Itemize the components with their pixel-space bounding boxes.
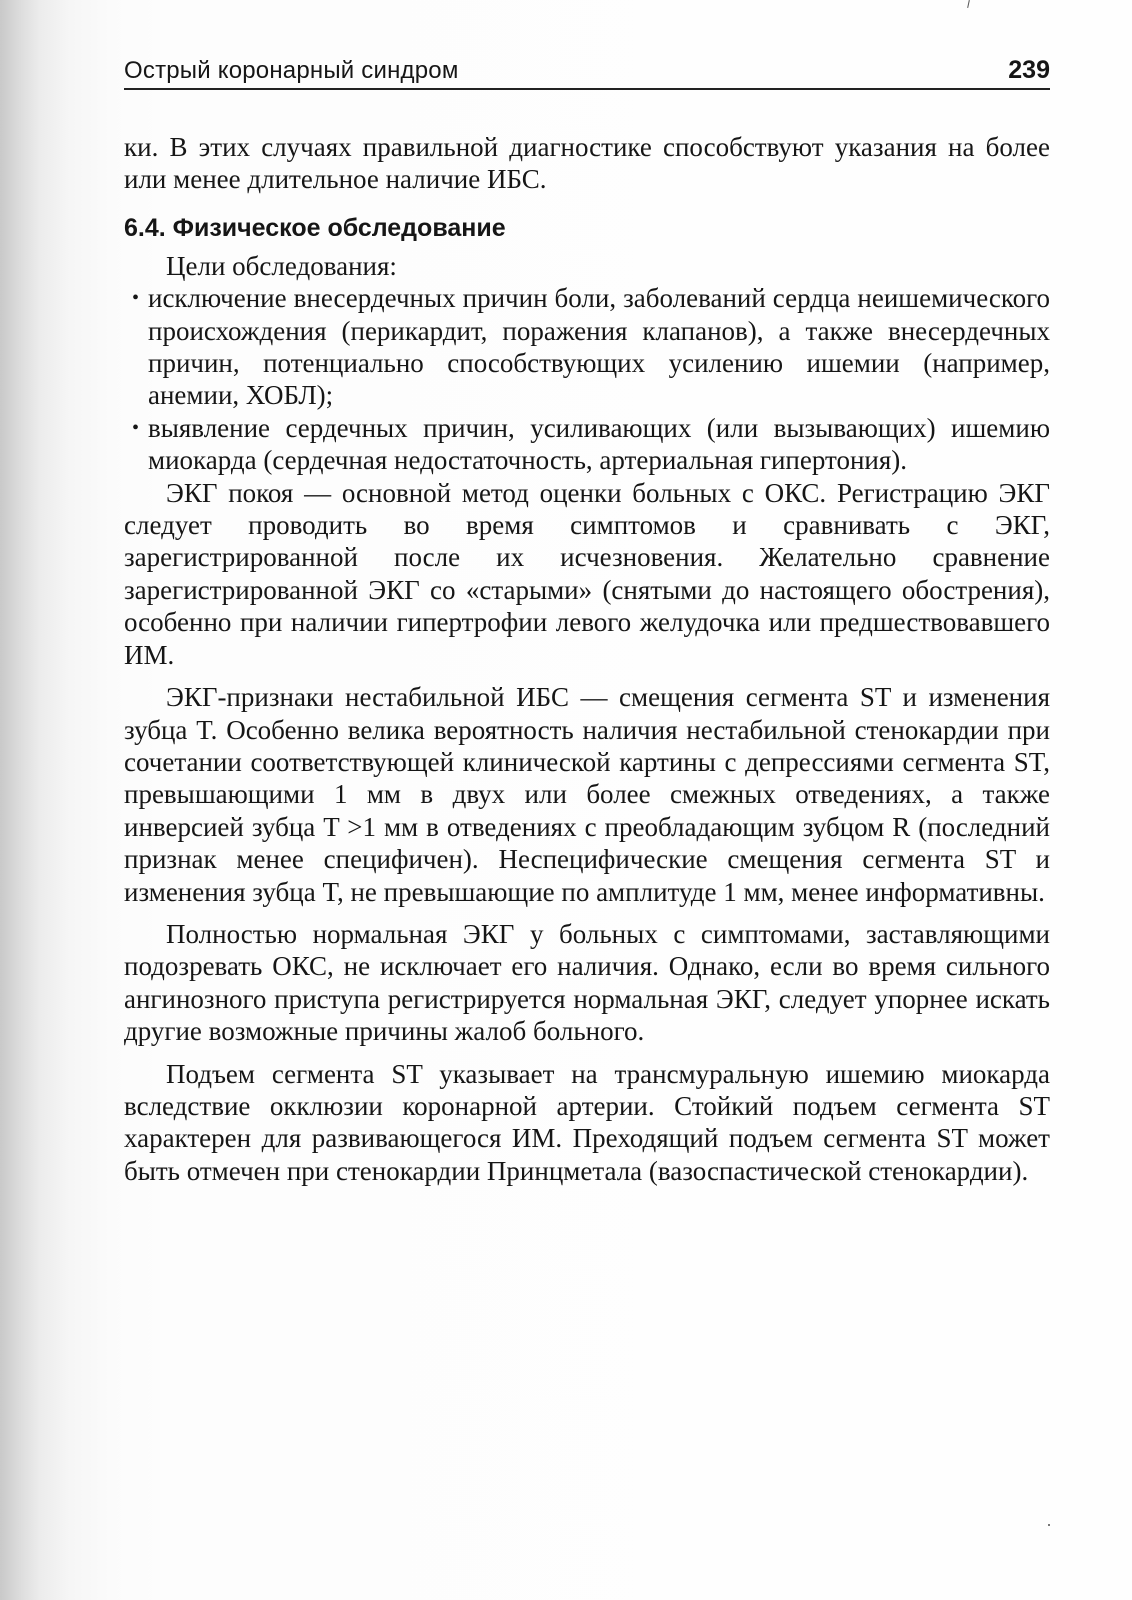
section-heading: 6.4. Физическое обследование bbox=[124, 213, 506, 242]
book-page bbox=[124, 48, 1050, 1187]
continuation-paragraph: ки. В этих случаях правильной диагностике способствуют указания на более или менее длительное наличие ИБС. bbox=[124, 132, 1050, 195]
paragraph-st-elevation: Подъем сегмента ST указывает на трансмуральную ишемию миокарда вследствие окклюзии коронарной артерии. Стойкий подъем сегмента ST характерен для развивающегося ИМ. Преходящий подъем сегмента ST может быть отмечен при стенокардии Принцметала (вазоспастической стенокардии). bbox=[124, 1058, 1050, 1186]
goals-list bbox=[124, 282, 1050, 476]
goals-intro: Цели обследования: bbox=[166, 250, 397, 281]
running-header bbox=[124, 48, 1050, 90]
paragraph-ecg-rest: ЭКГ покоя — основной метод оценки больных с ОКС. Регистрацию ЭКГ следует проводить во время симптомов и сравнивать с ЭКГ, зарегистрированной после их исчезновения. Желательно сравнение зарегистрированной ЭКГ со «старыми» (снятыми до настоящего обострения), особенно при наличии гипертрофии левого желудочка или предшествовавшего ИМ. bbox=[124, 477, 1050, 670]
scan-speck bbox=[1048, 1524, 1050, 1526]
list-item: • выявление сердечных причин, усиливающих (или вызывающих) ишемию миокарда (сердечная недостаточность, артериальная гипертония). bbox=[124, 412, 1050, 477]
running-title: Острый коронарный синдром bbox=[124, 57, 459, 84]
page-body bbox=[124, 131, 1050, 1187]
list-item: • исключение внесердечных причин боли, заболеваний сердца неишемического происхождения (перикардит, поражения клапанов), а также внесердечных причин, потенциально способствующих усилению ишемии (например, анемии, ХОБЛ); bbox=[124, 282, 1050, 412]
paragraph-ecg-signs: ЭКГ-признаки нестабильной ИБС — смещения сегмента ST и изменения зубца T. Особенно велика вероятность наличия нестабильной стенокардии при сочетании соответствующей клинической картины с депрессиями сегмента ST, превышающими 1 мм в двух или более смежных отведениях, а также инверсией зубца T >1 мм в отведениях с преобладающим зубцом R (последний признак менее специфичен). Неспецифические смещения сегмента ST и изменения зубца T, не превышающие по амплитуде 1 мм, менее информативны. bbox=[124, 682, 1050, 907]
paragraph-normal-ecg: Полностью нормальная ЭКГ у больных с симптомами, заставляющими подозревать ОКС, не исключает его наличия. Однако, если во время сильного ангинозного приступа регистрируется нормальная ЭКГ, следует упорнее искать другие возможные причины жалоб больного. bbox=[124, 918, 1050, 1047]
page-number: 239 bbox=[1008, 56, 1050, 84]
scan-mark bbox=[967, 0, 970, 8]
